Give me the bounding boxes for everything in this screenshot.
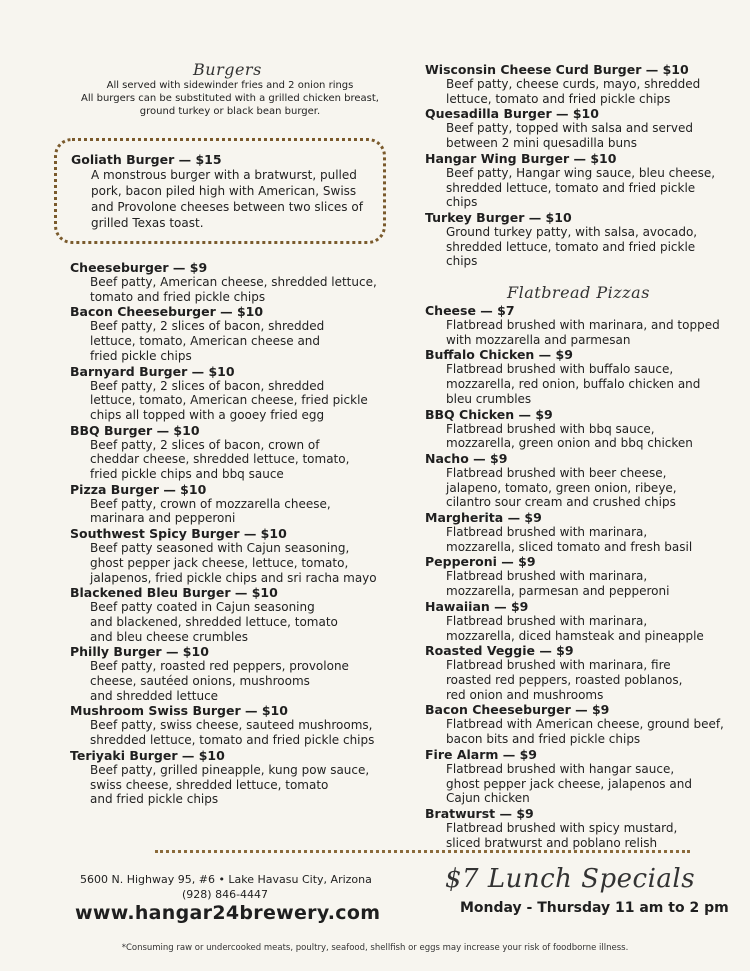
menu-item-name: Cheese — $7	[425, 303, 515, 319]
menu-item	[70, 423, 390, 482]
desc-line: tomato and fried pickle chips	[90, 289, 266, 304]
desc-line: Beef patty, 2 slices of bacon, shredded	[90, 378, 325, 393]
menu-item	[425, 747, 725, 806]
menu-item-name: Wisconsin Cheese Curd Burger — $10	[425, 62, 689, 77]
desc-line: and blackened, shredded lettuce, tomato	[90, 614, 338, 629]
menu-item-desc	[425, 77, 725, 106]
desc-line: and bleu cheese crumbles	[90, 629, 248, 644]
menu-item	[70, 585, 390, 644]
desc-line: lettuce, tomato, American cheese, fried pickle	[90, 393, 368, 408]
menu-item	[425, 407, 725, 451]
intro-line: All served with sidewinder fries and 2 onion rings	[106, 80, 354, 91]
menu-item-desc	[425, 614, 725, 643]
desc-line: Flatbread brushed with marinara,	[446, 613, 648, 628]
menu-item	[425, 451, 725, 510]
menu-item-desc	[70, 718, 390, 747]
desc-line: Beef patty, American cheese, shredded lettuce,	[90, 275, 377, 289]
menu-item-desc	[425, 762, 725, 806]
menu-item	[425, 554, 725, 598]
desc-line: Beef patty, cheese curds, mayo, shredded	[446, 77, 701, 91]
desc-line: Flatbread brushed with spicy mustard,	[446, 820, 678, 835]
menu-item	[425, 702, 725, 746]
menu-item	[425, 210, 725, 269]
desc-line: marinara and pepperoni	[90, 511, 236, 526]
desc-line: cheese, sautéed onions, mushrooms	[90, 674, 310, 689]
menu-item-desc	[425, 362, 725, 406]
menu-item	[425, 151, 725, 210]
desc-line: Flatbread brushed with beer cheese,	[446, 465, 667, 480]
desc-line: Beef patty seasoned with Cajun seasoning,	[90, 541, 350, 556]
footer-divider	[155, 850, 690, 853]
address-line: 5600 N. Highway 95, #6 • Lake Havasu City, Arizona	[80, 873, 372, 886]
desc-line: swiss cheese, shredded lettuce, tomato	[90, 777, 329, 792]
desc-line: Beef patty, topped with salsa and served	[446, 121, 693, 136]
desc-line: jalapeno, tomato, green onion, ribeye,	[446, 480, 677, 495]
desc-line: cheddar cheese, shredded lettuce, tomato,	[90, 452, 350, 467]
desc-line: Ground turkey patty, with salsa, avocado,	[446, 224, 698, 239]
menu-item-name: Philly Burger — $10	[70, 644, 209, 660]
desc-line: between 2 mini quesadilla buns	[446, 136, 638, 151]
desc-line: bacon bits and fried pickle chips	[446, 732, 641, 747]
desc-line: roasted red peppers, roasted poblanos,	[446, 672, 683, 687]
menu-item-desc	[425, 121, 725, 150]
menu-item	[425, 510, 725, 554]
menu-item	[70, 526, 390, 585]
menu-item-desc	[70, 659, 390, 703]
lunch-specials-title: $7 Lunch Specials	[445, 864, 696, 894]
menu-item-desc	[70, 319, 390, 363]
desc-line: chips all topped with a gooey fried egg	[90, 407, 325, 422]
desc-line: Beef patty, 2 slices of bacon, shredded	[90, 319, 325, 334]
menu-item	[70, 748, 390, 807]
menu-item-name: Blackened Bleu Burger — $10	[70, 585, 278, 601]
desc-line: Flatbread with American cheese, ground beef,	[446, 717, 724, 732]
menu-item-desc	[70, 497, 390, 526]
menu-item-desc	[425, 318, 725, 347]
menu-item-name: Southwest Spicy Burger — $10	[70, 526, 287, 542]
featured-item-name: Goliath Burger — $15	[71, 152, 222, 167]
address	[80, 872, 372, 902]
website-link[interactable]: www.hangar24brewery.com	[75, 902, 381, 924]
intro-line: ground turkey or black bean burger.	[139, 106, 321, 117]
more-burger-list	[425, 62, 725, 269]
desc-line: Beef patty, Hangar wing sauce, bleu cheese,	[446, 165, 716, 180]
menu-item-desc	[425, 525, 725, 554]
desc-line: shredded lettuce, tomato and fried pickle chips	[446, 239, 696, 269]
desc-line: Flatbread brushed with marinara, and topped	[446, 318, 720, 333]
menu-item-name: Quesadilla Burger — $10	[425, 106, 599, 122]
menu-item	[70, 260, 390, 304]
desc-line: mozzarella, green onion and bbq chicken	[446, 436, 693, 451]
featured-item-desc	[71, 167, 369, 231]
menu-item-name: Barnyard Burger — $10	[70, 363, 235, 379]
menu-item	[70, 364, 390, 423]
menu-item-name: Margherita — $9	[425, 510, 542, 526]
menu-item-name: Pizza Burger — $10	[70, 481, 207, 497]
pizza-list	[425, 303, 725, 850]
desc-line: Flatbread brushed with marinara,	[446, 569, 648, 584]
menu-item	[70, 482, 390, 526]
desc-line: fried pickle chips	[90, 348, 192, 363]
desc-line: lettuce, tomato, American cheese and	[90, 334, 321, 349]
menu-item-desc	[70, 275, 390, 304]
desc-line: cilantro sour cream and crushed chips	[446, 495, 676, 510]
desc-line: and shredded lettuce	[90, 688, 219, 703]
desc-line: Flatbread brushed with marinara, fire	[446, 658, 671, 673]
menu-item-desc	[70, 541, 390, 585]
menu-item	[70, 644, 390, 703]
desc-line: mozzarella, diced hamsteak and pineapple	[446, 628, 704, 643]
pizzas-heading: Flatbread Pizzas	[507, 283, 650, 303]
menu-item-desc	[425, 225, 725, 269]
burgers-intro	[70, 79, 390, 118]
menu-item	[425, 303, 725, 347]
desc-line: Beef patty, roasted red peppers, provolone	[90, 659, 349, 674]
menu-item-name: Cheeseburger — $9	[70, 260, 208, 275]
menu-item-name: Pepperoni — $9	[425, 554, 536, 570]
desc-line: A monstrous burger with a bratwurst, pulled	[91, 168, 357, 182]
phone: (928) 846-4447	[182, 888, 269, 901]
desc-line: mozzarella, sliced tomato and fresh basil	[446, 539, 693, 554]
desc-line: Beef patty, swiss cheese, sauteed mushrooms,	[90, 718, 373, 733]
menu-item-name: Hawaiian — $9	[425, 598, 529, 614]
menu-item	[425, 806, 725, 850]
menu-item	[70, 304, 390, 363]
menu-item	[70, 703, 390, 747]
desc-line: pork, bacon piled high with American, Swiss	[91, 184, 357, 198]
menu-item-name: BBQ Burger — $10	[70, 422, 200, 438]
desc-line: shredded lettuce, tomato and fried pickle chips	[90, 733, 375, 748]
desc-line: Cajun chicken	[446, 791, 530, 806]
desc-line: ghost pepper jack cheese, lettuce, tomato,	[90, 555, 349, 570]
desc-line: ghost pepper jack cheese, jalapenos and	[446, 776, 692, 791]
desc-line: Beef patty, 2 slices of bacon, crown of	[90, 437, 320, 452]
menu-item	[425, 106, 725, 150]
menu-item-name: Roasted Veggie — $9	[425, 643, 574, 659]
desc-line: fried pickle chips and bbq sauce	[90, 467, 284, 482]
menu-item	[425, 62, 725, 106]
menu-item	[425, 643, 725, 702]
menu-item-name: Nacho — $9	[425, 450, 508, 466]
burger-list	[70, 260, 390, 807]
menu-item-desc	[425, 717, 725, 746]
desc-line: sliced bratwurst and poblano relish	[446, 835, 658, 850]
lunch-hours: Monday - Thursday 11 am to 2 pm	[460, 900, 729, 916]
intro-line: All burgers can be substituted with a grilled chicken breast,	[81, 93, 379, 104]
menu-item-desc	[70, 763, 390, 807]
menu-item-name: Hangar Wing Burger — $10	[425, 150, 617, 166]
menu-item-desc	[425, 466, 725, 510]
menu-item-name: Teriyaki Burger — $10	[70, 747, 225, 763]
desc-line: Beef patty, grilled pineapple, kung pow sauce,	[90, 762, 370, 777]
menu-item	[425, 599, 725, 643]
desc-line: Beef patty, crown of mozzarella cheese,	[90, 496, 331, 511]
menu-item-name: Turkey Burger — $10	[425, 209, 572, 225]
menu-item-desc	[425, 166, 725, 210]
desc-line: grilled Texas toast.	[91, 216, 204, 230]
desc-line: lettuce, tomato and fried pickle chips	[446, 91, 671, 106]
desc-line: Flatbread brushed with bbq sauce,	[446, 421, 655, 436]
menu-item-desc	[425, 569, 725, 598]
menu-item-name: Bacon Cheeseburger — $10	[70, 304, 264, 320]
desc-line: red onion and mushrooms	[446, 687, 604, 702]
menu-item-desc	[425, 422, 725, 451]
desc-line: bleu crumbles	[446, 391, 532, 406]
menu-item-name: Buffalo Chicken — $9	[425, 347, 573, 363]
desc-line: jalapenos, fried pickle chips and sri racha mayo	[90, 570, 377, 585]
desc-line: with mozzarella and parmesan	[446, 332, 631, 347]
menu-item-desc	[70, 438, 390, 482]
desc-line: Flatbread brushed with hangar sauce,	[446, 761, 675, 776]
menu-item-desc	[70, 379, 390, 423]
desc-line: mozzarella, parmesan and pepperoni	[446, 584, 670, 599]
desc-line: Flatbread brushed with buffalo sauce,	[446, 362, 674, 377]
menu-item-name: Bratwurst — $9	[425, 805, 534, 821]
desc-line: shredded lettuce, tomato and fried pickle chips	[446, 180, 696, 210]
menu-item-desc	[425, 821, 725, 850]
right-column	[425, 62, 725, 850]
burgers-heading: Burgers	[193, 60, 262, 79]
featured-burger-box	[54, 138, 386, 244]
desc-line: mozzarella, red onion, buffalo chicken and	[446, 377, 701, 392]
menu-item-name: Fire Alarm — $9	[425, 746, 537, 762]
desc-line: and Provolone cheeses between two slices of	[91, 200, 363, 214]
disclaimer: *Consuming raw or undercooked meats, poultry, seafood, shellfish or eggs may increase your risk of foodborne illness.	[121, 943, 629, 953]
menu-item-name: Mushroom Swiss Burger — $10	[70, 703, 288, 719]
desc-line: and fried pickle chips	[90, 792, 219, 807]
desc-line: Flatbread brushed with marinara,	[446, 525, 648, 540]
menu-item	[425, 347, 725, 406]
menu-item-name: Bacon Cheeseburger — $9	[425, 702, 610, 718]
menu-item-desc	[425, 658, 725, 702]
desc-line: Beef patty coated in Cajun seasoning	[90, 600, 315, 615]
menu-item-desc	[70, 600, 390, 644]
menu-item-name: BBQ Chicken — $9	[425, 406, 553, 422]
